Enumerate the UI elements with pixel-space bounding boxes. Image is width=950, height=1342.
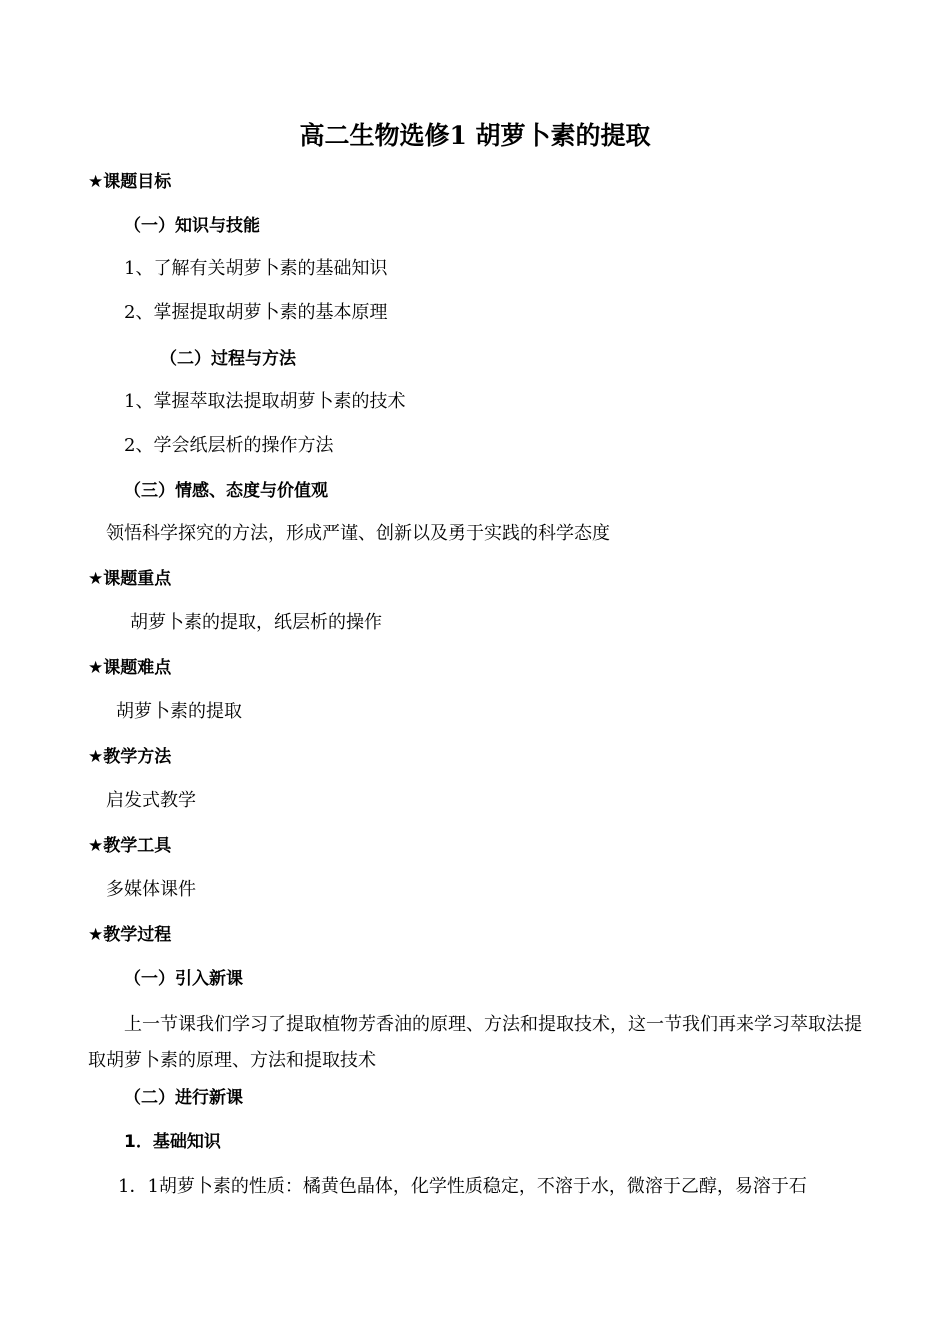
section-heading-key: ★课题重点 [88, 569, 172, 589]
subheading-emotion-values: （三）情感、态度与价值观 [124, 481, 328, 501]
section-heading-process: ★教学过程 [88, 925, 172, 945]
section-heading-difficulty: ★课题难点 [88, 658, 172, 678]
list-item: 2、掌握提取胡萝卜素的基本原理 [124, 302, 388, 323]
paragraph-text: 多媒体课件 [106, 879, 196, 900]
section-heading-tools: ★教学工具 [88, 836, 172, 856]
section-heading-method: ★教学方法 [88, 747, 172, 767]
subheading-knowledge-skills: （一）知识与技能 [124, 216, 260, 236]
paragraph-text: 启发式教学 [106, 790, 196, 811]
paragraph-text: 上一节课我们学习了提取植物芳香油的原理、方法和提取技术，这一节我们再来学习萃取法提取胡萝卜素的原理、方法和提取技术 [88, 1014, 862, 1071]
list-item: 1、掌握萃取法提取胡萝卜素的技术 [124, 391, 406, 412]
list-item: 2、学会纸层析的操作方法 [124, 435, 334, 456]
document-title: 高二生物选修1 胡萝卜素的提取 [299, 121, 651, 150]
paragraph-text: 胡萝卜素的提取 [116, 701, 242, 722]
subheading-basic-knowledge: 1．基础知识 [124, 1132, 221, 1152]
section-heading-goal: ★课题目标 [88, 172, 172, 192]
paragraph-text: 胡萝卜素的提取，纸层析的操作 [130, 612, 382, 633]
subheading-process-method: （二）过程与方法 [160, 349, 296, 369]
subheading-introduction: （一）引入新课 [124, 969, 243, 989]
subheading-new-lesson: （二）进行新课 [124, 1088, 243, 1108]
paragraph-text: 1．1胡萝卜素的性质：橘黄色晶体，化学性质稳定，不溶于水，微溶于乙醇，易溶于石 [118, 1176, 807, 1197]
paragraph-text: 领悟科学探究的方法，形成严谨、创新以及勇于实践的科学态度 [106, 523, 610, 544]
list-item: 1、了解有关胡萝卜素的基础知识 [124, 258, 388, 279]
